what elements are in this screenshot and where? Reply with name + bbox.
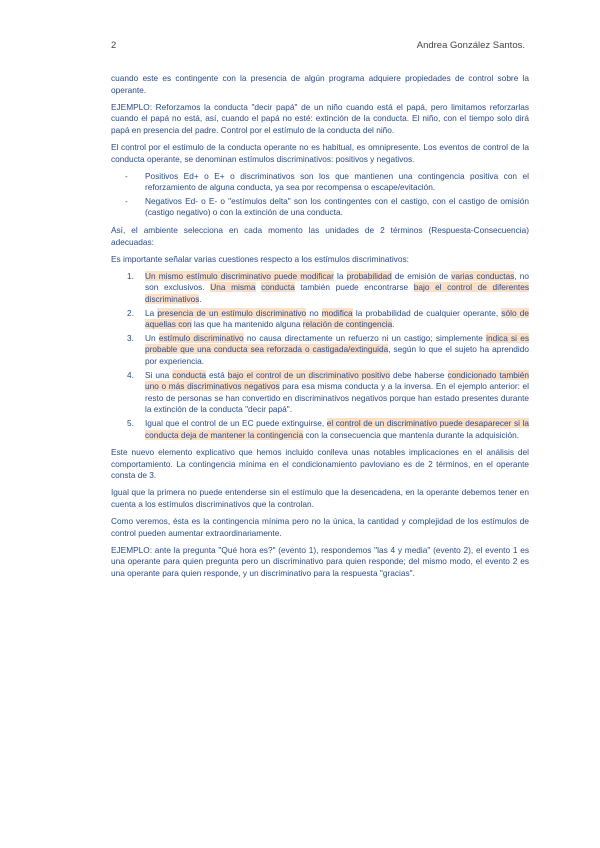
highlighted-text: conducta (172, 369, 206, 380)
paragraph: cuando este es contingente con la presencia de algún programa adquiere propiedades de control sobre la operante. (111, 73, 529, 95)
paragraph: Igual que la primera no puede entenderse sin el estímulo que la desencadena, en la operante debemos tener en cuenta a los estímulos discriminativos que la controlan. (111, 487, 529, 509)
highlighted-text: condicionado también uno o más discriminativos negativos (145, 369, 529, 392)
numbered-list (111, 271, 529, 441)
item-text: de emisión de (391, 270, 452, 281)
item-text: la probabilidad de cualquier operante, (352, 307, 502, 318)
list-item-text: Negativos Ed- o E- o "estímulos delta" son los contingentes con el castigo, con el castigo de omisión (castigo negativo) o con la extinción de una conducta. (145, 195, 529, 218)
highlighted-text: sólo de aquellas con (145, 307, 529, 330)
highlighted-text: varias conductas (451, 270, 515, 281)
item-text: La (145, 307, 158, 318)
numbered-item (111, 333, 529, 368)
numbered-item (111, 370, 529, 416)
numbered-item (111, 308, 529, 331)
page-body (111, 73, 529, 585)
item-text: Un (145, 332, 159, 343)
page-number: 2 (111, 40, 117, 51)
item-text: , según lo que el sujeto ha aprendido por experiencia. (145, 344, 529, 366)
item-text: no causa directamente un refuerzo ni un castigo; simplemente (243, 332, 487, 343)
header-author: Andrea González Santos. (416, 40, 525, 51)
paragraph: Como veremos, ésta es la contingencia mínima pero no la única, la cantidad y complejidad de los estímulos de control pueden aumentar extraordinariamente. (111, 516, 529, 538)
highlighted-text: presencia de un estímulo discriminativo (157, 307, 307, 318)
highlighted-text: estímulo discriminativo (158, 332, 244, 343)
paragraph: Así, el ambiente selecciona en cada momento las unidades de 2 términos (Respuesta-Consecuencia) adecuadas: (111, 225, 529, 247)
item-text: Igual que el control de un EC puede extinguirse, (145, 417, 327, 428)
highlighted-text: conducta (261, 282, 295, 293)
list-item (111, 171, 529, 194)
highlighted-text: bajo el control de diferentes discriminativos (145, 282, 529, 304)
example-paragraph: EJEMPLO: ante la pregunta "Qué hora es?" (evento 1), respondemos "las 4 y media" (evento 2), el evento 1 es una operante para quien pregunta pero un discriminativo para quien responde; del mismo modo, el evento 2 es una operante para quien responde, y un discriminativo para la respuesta "gracias". (111, 544, 529, 578)
highlighted-text: Una misma (210, 282, 256, 293)
list-item-text: Positivos Ed+ o E+ o discriminativos son los que mantienen una contingencia positiva con el reforzamiento de alguna conducta, ya sea por recompensa o escape/evitación. (145, 170, 529, 193)
item-text: debe haberse (389, 369, 448, 380)
highlighted-text: indica si es probable que una conducta sea reforzada o castigada/extinguida (145, 332, 529, 355)
item-text: para esa misma conducta y a la inversa. En el ejemplo anterior: el resto de personas se han convertido en discriminativos negativos porque han estado presentes durante la extinción de la conducta "decir papá". (145, 381, 529, 415)
item-text: . (392, 319, 395, 330)
highlighted-text: Un mismo estímulo discriminativo puede modificar (145, 270, 334, 281)
highlighted-text: modifica (321, 307, 353, 318)
item-text: . (199, 294, 202, 304)
item-text: Si una (145, 369, 173, 380)
item-number: 1. (127, 270, 134, 281)
paragraph: Este nuevo elemento explicativo que hemos incluido conlleva unas notables implicaciones en el análisis del comportamiento. La contingencia mínima en el condicionamiento pavloviano es de 2 términos, en el operante consta de 3. (111, 447, 529, 481)
numbered-item (111, 418, 529, 441)
item-text: la (333, 270, 347, 281)
example-paragraph: EJEMPLO: Reforzamos la conducta "decir papá" de un niño cuando está el papá, pero limitamos reforzarlas cuando el papá no está, así, cuando el papá no esté: extinción de la conducta. El niño, con el tiempo solo dirá papá en presencia del padre. Control por el estímulo de la conducta del niño. (111, 101, 529, 135)
item-text: con la consecuencia que mantenía durante la adquisición. (303, 429, 520, 440)
paragraph: Es importante señalar varias cuestiones respecto a los estímulos discriminativos: (111, 253, 409, 264)
highlighted-text: relación de contingencia (302, 319, 393, 330)
highlighted-text: probabilidad (346, 270, 392, 281)
item-text: no (306, 307, 322, 318)
item-number: 2. (127, 307, 134, 318)
item-text: las que ha mantenido alguna (191, 319, 303, 330)
highlighted-text: bajo el control de un discriminativo positivo (227, 369, 390, 380)
paragraph: El control por el estímulo de la conducta operante no es habitual, es omnipresente. Los eventos de control de la conducta operante, se denominan estímulos discriminativos: positivos y negativos. (111, 141, 529, 164)
item-text: , no son exclusivos. (145, 270, 529, 293)
discriminative-types-list (111, 171, 529, 219)
item-number: 5. (127, 417, 134, 428)
item-text: también puede encontrarse (294, 282, 414, 293)
list-item (111, 196, 529, 219)
item-number: 4. (127, 369, 134, 380)
numbered-item (111, 271, 529, 306)
highlighted-text: el control de un discriminativo puede desaparecer si la conducta deja de mantener la contingencia (145, 417, 529, 440)
item-number: 3. (127, 332, 134, 343)
item-text: está (206, 369, 228, 380)
dash-bullet: - (125, 195, 128, 206)
dash-bullet: - (125, 170, 128, 181)
